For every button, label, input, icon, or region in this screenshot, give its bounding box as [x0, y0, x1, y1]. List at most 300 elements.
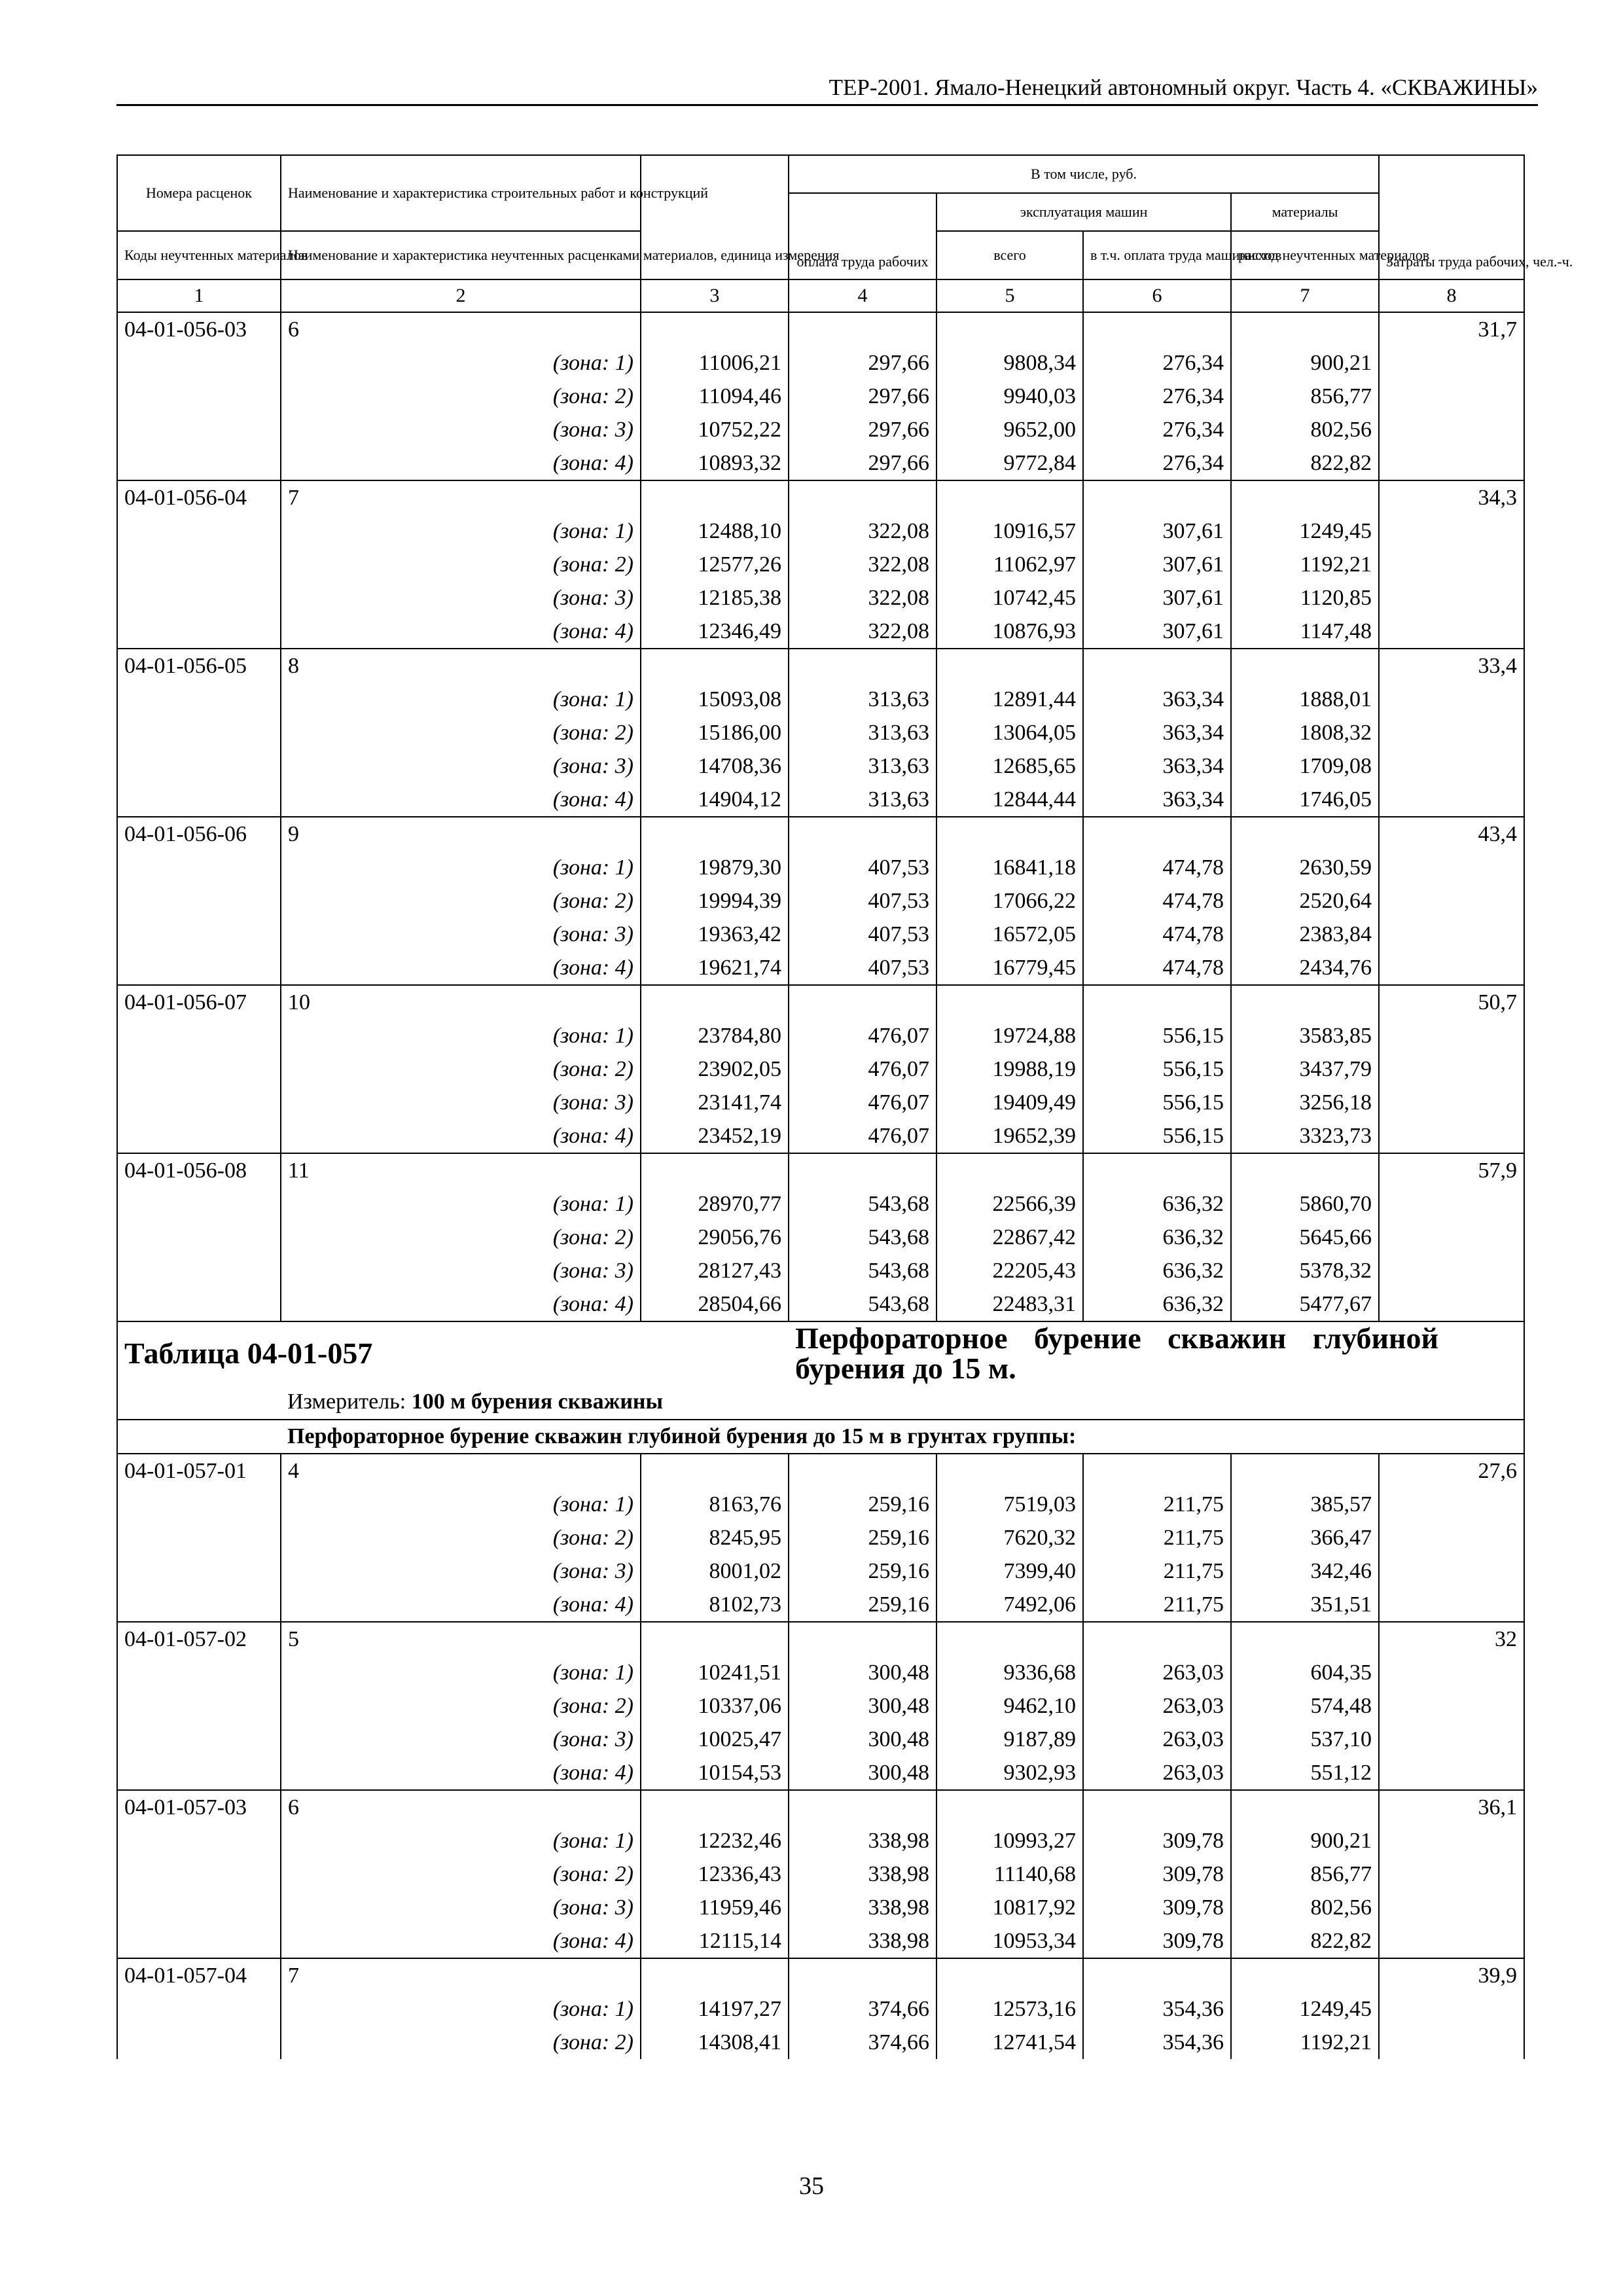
direct-cost: 14197,27 [641, 1992, 789, 2026]
labor-pay: 476,07 [789, 1119, 936, 1153]
machinist-pay: 307,61 [1083, 514, 1231, 548]
labor-pay: 259,16 [789, 1521, 936, 1554]
empty-cell [117, 851, 281, 884]
machine-total: 7399,40 [936, 1554, 1083, 1588]
zone-label: (зона: 1) [281, 1824, 641, 1857]
empty-cell [1379, 615, 1524, 649]
labor-pay: 407,53 [789, 884, 936, 918]
machinist-pay: 211,75 [1083, 1554, 1231, 1588]
material-expense: 900,21 [1231, 346, 1379, 380]
labor-pay: 374,66 [789, 2026, 936, 2059]
direct-cost: 10893,32 [641, 446, 789, 480]
machinist-pay: 474,78 [1083, 851, 1231, 884]
page-number: 35 [799, 2172, 824, 2200]
material-expense: 5645,66 [1231, 1221, 1379, 1254]
machine-total: 12741,54 [936, 2026, 1083, 2059]
direct-cost: 11006,21 [641, 346, 789, 380]
labor-cost: 50,7 [1379, 985, 1524, 1019]
direct-cost: 15186,00 [641, 716, 789, 749]
machine-total: 9336,68 [936, 1656, 1083, 1689]
empty-cell [1379, 1756, 1524, 1790]
rate-row [117, 1790, 1524, 1824]
empty-cell [1231, 817, 1379, 851]
machine-total: 16572,05 [936, 918, 1083, 951]
empty-cell [1379, 749, 1524, 783]
labor-pay: 300,48 [789, 1656, 936, 1689]
machinist-pay: 363,34 [1083, 683, 1231, 716]
empty-cell [117, 683, 281, 716]
labor-pay: 338,98 [789, 1824, 936, 1857]
rate-code: 04-01-056-08 [117, 1153, 281, 1187]
machinist-pay: 211,75 [1083, 1488, 1231, 1521]
machine-total: 10993,27 [936, 1824, 1083, 1857]
zone-label: (зона: 3) [281, 1723, 641, 1756]
col-name2: Наименование и характеристика неучтенных расценками материалов, единица измерения [281, 231, 641, 279]
rate-name: 6 [281, 1790, 641, 1824]
zone-label: (зона: 2) [281, 548, 641, 581]
rate-name: 5 [281, 1622, 641, 1656]
empty-cell [1379, 683, 1524, 716]
column-number: 1 [117, 279, 281, 312]
machinist-pay: 474,78 [1083, 951, 1231, 985]
empty-cell [1083, 1958, 1231, 1992]
empty-cell [789, 817, 936, 851]
labor-pay: 300,48 [789, 1723, 936, 1756]
empty-cell [1083, 1454, 1231, 1488]
zone-row [117, 683, 1524, 716]
empty-cell [1379, 380, 1524, 413]
empty-cell [936, 1153, 1083, 1187]
empty-cell [641, 312, 789, 346]
direct-cost: 14308,41 [641, 2026, 789, 2059]
direct-cost: 10337,06 [641, 1689, 789, 1723]
material-expense: 1709,08 [1231, 749, 1379, 783]
machinist-pay: 276,34 [1083, 446, 1231, 480]
empty-cell [1379, 1119, 1524, 1153]
rate-row [117, 649, 1524, 683]
column-number: 3 [641, 279, 789, 312]
zone-row [117, 1521, 1524, 1554]
zone-row [117, 716, 1524, 749]
labor-pay: 300,48 [789, 1756, 936, 1790]
material-expense: 3437,79 [1231, 1052, 1379, 1086]
rate-code: 04-01-056-04 [117, 480, 281, 514]
empty-cell [117, 749, 281, 783]
empty-cell [117, 1019, 281, 1052]
empty-cell [1379, 1086, 1524, 1119]
material-expense: 342,46 [1231, 1554, 1379, 1588]
empty-cell [1083, 480, 1231, 514]
zone-row [117, 1756, 1524, 1790]
empty-cell [936, 817, 1083, 851]
machine-total: 10876,93 [936, 615, 1083, 649]
empty-cell [789, 1622, 936, 1656]
machinist-pay: 263,03 [1083, 1689, 1231, 1723]
empty-cell [1379, 514, 1524, 548]
direct-cost: 23902,05 [641, 1052, 789, 1086]
empty-cell [1379, 1287, 1524, 1321]
rate-row [117, 1958, 1524, 1992]
empty-cell [1379, 1992, 1524, 2026]
zone-row [117, 749, 1524, 783]
empty-cell [1379, 1521, 1524, 1554]
zone-label: (зона: 1) [281, 1992, 641, 2026]
labor-pay: 543,68 [789, 1187, 936, 1221]
zone-label: (зона: 4) [281, 446, 641, 480]
direct-cost: 29056,76 [641, 1221, 789, 1254]
machinist-pay: 309,78 [1083, 1824, 1231, 1857]
machinist-pay: 263,03 [1083, 1756, 1231, 1790]
labor-pay: 543,68 [789, 1287, 936, 1321]
empty-cell [641, 985, 789, 1019]
empty-cell [641, 649, 789, 683]
zone-label: (зона: 3) [281, 1086, 641, 1119]
empty-cell [117, 514, 281, 548]
zone-label: (зона: 2) [281, 1052, 641, 1086]
material-expense: 1147,48 [1231, 615, 1379, 649]
direct-cost: 15093,08 [641, 683, 789, 716]
empty-cell [117, 1119, 281, 1153]
col-labor-cost: Затраты труда рабочих, чел.-ч. [1379, 155, 1524, 279]
labor-pay: 259,16 [789, 1488, 936, 1521]
zone-row [117, 1824, 1524, 1857]
zone-row [117, 783, 1524, 817]
zone-label: (зона: 2) [281, 1689, 641, 1723]
labor-pay: 476,07 [789, 1086, 936, 1119]
empty-cell [117, 548, 281, 581]
labor-pay: 313,63 [789, 683, 936, 716]
empty-cell [1379, 1588, 1524, 1622]
empty-cell [789, 480, 936, 514]
empty-cell [789, 649, 936, 683]
empty-cell [641, 1622, 789, 1656]
machine-total: 10817,92 [936, 1891, 1083, 1924]
zone-row [117, 1086, 1524, 1119]
empty-cell [1379, 1656, 1524, 1689]
rate-name: 4 [281, 1454, 641, 1488]
material-expense: 551,12 [1231, 1756, 1379, 1790]
zone-label: (зона: 1) [281, 1488, 641, 1521]
labor-pay: 313,63 [789, 716, 936, 749]
labor-pay: 322,08 [789, 581, 936, 615]
table-title: Перфораторное бурение скважин глубиной бурения до 15 м. [789, 1321, 1524, 1385]
material-expense: 2630,59 [1231, 851, 1379, 884]
rate-name: 6 [281, 312, 641, 346]
material-expense: 3583,85 [1231, 1019, 1379, 1052]
empty-cell [117, 1924, 281, 1958]
empty-cell [1083, 1622, 1231, 1656]
machine-total: 10953,34 [936, 1924, 1083, 1958]
empty-cell [1379, 918, 1524, 951]
rate-name: 7 [281, 1958, 641, 1992]
machine-total: 7620,32 [936, 1521, 1083, 1554]
labor-cost: 27,6 [1379, 1454, 1524, 1488]
zone-label: (зона: 3) [281, 749, 641, 783]
zone-label: (зона: 3) [281, 918, 641, 951]
direct-cost: 23452,19 [641, 1119, 789, 1153]
empty-cell [117, 1521, 281, 1554]
direct-cost: 11959,46 [641, 1891, 789, 1924]
material-expense: 5378,32 [1231, 1254, 1379, 1287]
empty-cell [1083, 985, 1231, 1019]
zone-row [117, 1656, 1524, 1689]
empty-cell [117, 446, 281, 480]
rate-name: 11 [281, 1153, 641, 1187]
empty-cell [1379, 581, 1524, 615]
rate-code: 04-01-057-04 [117, 1958, 281, 1992]
machinist-pay: 363,34 [1083, 783, 1231, 817]
direct-cost: 12185,38 [641, 581, 789, 615]
direct-cost: 12346,49 [641, 615, 789, 649]
material-expense: 1192,21 [1231, 548, 1379, 581]
zone-row [117, 918, 1524, 951]
rate-row [117, 1454, 1524, 1488]
machinist-pay: 363,34 [1083, 716, 1231, 749]
rate-row [117, 985, 1524, 1019]
direct-cost: 28970,77 [641, 1187, 789, 1221]
direct-cost: 12488,10 [641, 514, 789, 548]
material-expense: 3323,73 [1231, 1119, 1379, 1153]
direct-cost: 8001,02 [641, 1554, 789, 1588]
labor-cost: 39,9 [1379, 1958, 1524, 1992]
table-04-01-057-header [117, 1321, 1524, 1454]
empty-cell [1379, 1488, 1524, 1521]
zone-row [117, 1052, 1524, 1086]
table-label: Таблица 04-01-057 [117, 1321, 789, 1385]
zone-row [117, 413, 1524, 446]
rate-code: 04-01-056-07 [117, 985, 281, 1019]
machinist-pay: 556,15 [1083, 1086, 1231, 1119]
labor-cost: 32 [1379, 1622, 1524, 1656]
col-mat-expense: расход неучтенных материалов [1231, 231, 1379, 279]
empty-cell [1379, 446, 1524, 480]
column-number: 7 [1231, 279, 1379, 312]
rate-row [117, 1622, 1524, 1656]
empty-cell [117, 1488, 281, 1521]
empty-cell [1231, 1454, 1379, 1488]
empty-cell [789, 1454, 936, 1488]
empty-cell [1379, 1254, 1524, 1287]
direct-cost: 23141,74 [641, 1086, 789, 1119]
zone-row [117, 1254, 1524, 1287]
labor-pay: 476,07 [789, 1052, 936, 1086]
zone-label: (зона: 3) [281, 1554, 641, 1588]
material-expense: 2383,84 [1231, 918, 1379, 951]
empty-cell [1231, 985, 1379, 1019]
empty-cell [1231, 480, 1379, 514]
material-expense: 2434,76 [1231, 951, 1379, 985]
empty-cell [1083, 649, 1231, 683]
machinist-pay: 307,61 [1083, 548, 1231, 581]
zone-label: (зона: 2) [281, 2026, 641, 2059]
labor-pay: 322,08 [789, 548, 936, 581]
zone-row [117, 548, 1524, 581]
zone-label: (зона: 1) [281, 514, 641, 548]
empty-cell [117, 1656, 281, 1689]
zone-label: (зона: 4) [281, 1924, 641, 1958]
machine-total: 22867,42 [936, 1221, 1083, 1254]
machinist-pay: 263,03 [1083, 1723, 1231, 1756]
direct-cost: 19621,74 [641, 951, 789, 985]
empty-cell [1231, 312, 1379, 346]
zone-label: (зона: 2) [281, 716, 641, 749]
zone-label: (зона: 4) [281, 615, 641, 649]
machinist-pay: 363,34 [1083, 749, 1231, 783]
machine-total: 9302,93 [936, 1756, 1083, 1790]
machine-total: 12844,44 [936, 783, 1083, 817]
labor-pay: 313,63 [789, 783, 936, 817]
empty-cell [936, 1958, 1083, 1992]
zone-label: (зона: 2) [281, 884, 641, 918]
empty-cell [117, 1723, 281, 1756]
empty-cell [1379, 884, 1524, 918]
labor-pay: 338,98 [789, 1857, 936, 1891]
machinist-pay: 263,03 [1083, 1656, 1231, 1689]
empty-cell [789, 985, 936, 1019]
rate-code: 04-01-057-01 [117, 1454, 281, 1488]
zone-row [117, 1857, 1524, 1891]
empty-cell [641, 1454, 789, 1488]
col-materials: материалы [1231, 193, 1379, 231]
empty-cell [789, 1958, 936, 1992]
material-expense: 1249,45 [1231, 1992, 1379, 2026]
empty-cell [1379, 1824, 1524, 1857]
rate-row [117, 1153, 1524, 1187]
zone-row [117, 851, 1524, 884]
direct-cost: 19363,42 [641, 918, 789, 951]
machine-total: 12573,16 [936, 1992, 1083, 2026]
zone-row [117, 951, 1524, 985]
empty-cell [1379, 1924, 1524, 1958]
machine-total: 19652,39 [936, 1119, 1083, 1153]
empty-cell [117, 346, 281, 380]
empty-cell [1083, 1790, 1231, 1824]
labor-pay: 322,08 [789, 615, 936, 649]
rate-code: 04-01-057-02 [117, 1622, 281, 1656]
col-code2: Коды неучтенных материалов [117, 231, 281, 279]
empty-cell [1083, 312, 1231, 346]
machine-total: 17066,22 [936, 884, 1083, 918]
zone-label: (зона: 1) [281, 1656, 641, 1689]
col-incl: В том числе, руб. [789, 155, 1379, 193]
machinist-pay: 474,78 [1083, 884, 1231, 918]
empty-cell [1083, 1153, 1231, 1187]
material-expense: 1808,32 [1231, 716, 1379, 749]
empty-cell [1231, 649, 1379, 683]
machine-total: 16841,18 [936, 851, 1083, 884]
labor-pay: 313,63 [789, 749, 936, 783]
direct-cost: 8102,73 [641, 1588, 789, 1622]
machine-total: 7492,06 [936, 1588, 1083, 1622]
zone-label: (зона: 4) [281, 1287, 641, 1321]
empty-cell [117, 1554, 281, 1588]
machinist-pay: 276,34 [1083, 413, 1231, 446]
empty-cell [936, 1622, 1083, 1656]
labor-pay: 338,98 [789, 1891, 936, 1924]
direct-cost: 12336,43 [641, 1857, 789, 1891]
empty-cell [1379, 1187, 1524, 1221]
labor-pay: 407,53 [789, 851, 936, 884]
rate-code: 04-01-057-03 [117, 1790, 281, 1824]
empty-cell [641, 1153, 789, 1187]
empty-cell [117, 1187, 281, 1221]
empty-cell [117, 1857, 281, 1891]
machinist-pay: 276,34 [1083, 346, 1231, 380]
machine-total: 19724,88 [936, 1019, 1083, 1052]
direct-cost: 11094,46 [641, 380, 789, 413]
rate-row [117, 312, 1524, 346]
empty-cell [117, 783, 281, 817]
direct-cost: 8245,95 [641, 1521, 789, 1554]
rate-code: 04-01-056-05 [117, 649, 281, 683]
material-expense: 802,56 [1231, 413, 1379, 446]
zone-label: (зона: 4) [281, 1588, 641, 1622]
empty-cell [117, 1254, 281, 1287]
empty-cell [936, 1790, 1083, 1824]
zone-row [117, 1891, 1524, 1924]
empty-cell [117, 615, 281, 649]
table-body-057 [117, 1454, 1524, 2059]
machinist-pay: 309,78 [1083, 1891, 1231, 1924]
direct-cost: 14904,12 [641, 783, 789, 817]
machinist-pay: 309,78 [1083, 1857, 1231, 1891]
empty-cell [117, 1756, 281, 1790]
zone-label: (зона: 4) [281, 1119, 641, 1153]
empty-cell [1379, 1723, 1524, 1756]
empty-cell [117, 2026, 281, 2059]
zone-row [117, 1221, 1524, 1254]
empty-cell [1379, 783, 1524, 817]
labor-cost: 43,4 [1379, 817, 1524, 851]
machine-total: 9187,89 [936, 1723, 1083, 1756]
material-expense: 856,77 [1231, 1857, 1379, 1891]
rate-name: 7 [281, 480, 641, 514]
empty-cell [1379, 851, 1524, 884]
rate-row [117, 480, 1524, 514]
machine-total: 12891,44 [936, 683, 1083, 716]
machine-total: 7519,03 [936, 1488, 1083, 1521]
zone-row [117, 2026, 1524, 2059]
measure-label: Измеритель: [287, 1390, 406, 1414]
empty-cell [117, 1992, 281, 2026]
machinist-pay: 556,15 [1083, 1119, 1231, 1153]
labor-cost: 31,7 [1379, 312, 1524, 346]
zone-label: (зона: 1) [281, 1019, 641, 1052]
machine-total: 19988,19 [936, 1052, 1083, 1086]
labor-pay: 322,08 [789, 514, 936, 548]
direct-cost: 23784,80 [641, 1019, 789, 1052]
zone-row [117, 380, 1524, 413]
labor-pay: 300,48 [789, 1689, 936, 1723]
machine-total: 9940,03 [936, 380, 1083, 413]
labor-cost: 36,1 [1379, 1790, 1524, 1824]
material-expense: 1746,05 [1231, 783, 1379, 817]
direct-cost: 12232,46 [641, 1824, 789, 1857]
empty-cell [117, 1221, 281, 1254]
material-expense: 822,82 [1231, 1924, 1379, 1958]
direct-cost: 19994,39 [641, 884, 789, 918]
direct-cost: 28504,66 [641, 1287, 789, 1321]
machinist-pay: 556,15 [1083, 1019, 1231, 1052]
machinist-pay: 354,36 [1083, 1992, 1231, 2026]
empty-cell [789, 312, 936, 346]
direct-cost: 14708,36 [641, 749, 789, 783]
machinist-pay: 307,61 [1083, 615, 1231, 649]
zone-row [117, 514, 1524, 548]
machine-total: 22566,39 [936, 1187, 1083, 1221]
machine-total: 13064,05 [936, 716, 1083, 749]
zone-row [117, 581, 1524, 615]
